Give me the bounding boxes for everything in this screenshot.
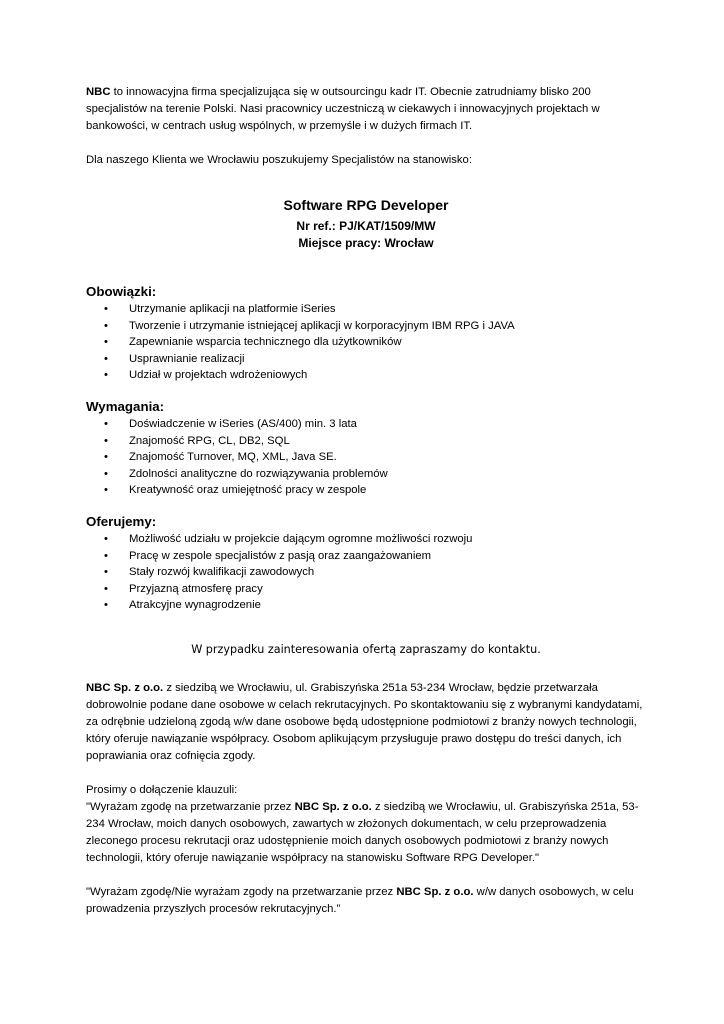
job-reference: Nr ref.: PJ/KAT/1509/MW: [296, 219, 436, 233]
section-duties: [86, 283, 646, 384]
bullet-icon: •: [104, 319, 108, 332]
search-line: Dla naszego Klienta we Wrocławiu poszukujemy Specjalistów na stanowisko:: [86, 154, 472, 166]
job-offer-document: [86, 84, 646, 918]
intro-paragraph: [86, 84, 646, 135]
list-item: • Stały rozwój kwalifikacji zawodowych: [86, 564, 646, 581]
bullet-icon: •: [104, 566, 108, 579]
bullet-icon: •: [104, 582, 108, 595]
bullet-icon: •: [104, 532, 108, 545]
list-item: • Usprawnianie realizacji: [86, 351, 646, 368]
list-item: • Kreatywność oraz umiejętność pracy w zespole: [86, 482, 646, 499]
intro-text: to innowacyjna firma specjalizująca się w outsourcingu kadr IT. Obecnie zatrudniamy blisko 200 specjalistów na terenie Polski. Nasi pracownicy uczestniczą w ciekawych i innowacyjnych projektach w bankowości, w centrach usług wspólnych, w przemyśle i w dużych firmach IT.: [86, 86, 600, 132]
list-item: • Tworzenie i utrzymanie istniejącej aplikacji w korporacyjnym IBM RPG i JAVA: [86, 318, 646, 335]
bullet-icon: •: [104, 303, 108, 315]
clause-intro: Prosimy o dołączenie klauzuli:: [86, 783, 238, 796]
list-item: • Znajomość RPG, CL, DB2, SQL: [86, 433, 646, 450]
consent-clause-1: "Wyrażam zgodę na przetwarzanie przez NBC Sp. z o.o. z siedzibą we Wrocławiu, ul. Grabiszyńska 251a, 53-234 Wrocław, moich danych osobowych, zawartych w złożonych dokumentach, w celu przeprowadzenia zleconego procesu rekrutacji oraz udostępnienie moich danych osobowych podmiotowi z branży nowych technologii, który oferuje nawiązanie współpracy na stanowisku Software RPG Developer.": [86, 800, 639, 864]
privacy-paragraph: [86, 680, 646, 765]
bullet-icon: •: [104, 599, 108, 612]
bullet-icon: •: [104, 467, 108, 480]
requirements-list: [86, 416, 646, 499]
bullet-icon: •: [104, 434, 108, 447]
list-item: • Utrzymanie aplikacji na platformie iSeries: [86, 301, 646, 318]
section-heading: Obowiązki:: [86, 284, 157, 299]
consent-clause-2: "Wyrażam zgodę/Nie wyrażam zgody na przetwarzanie przez NBC Sp. z o.o. w/w danych osobowych, w celu prowadzenia przyszłych procesów rekrutacyjnych.”: [86, 885, 634, 915]
section-offer: [86, 513, 646, 614]
bullet-icon: •: [104, 549, 108, 562]
section-heading: Oferujemy:: [86, 513, 157, 529]
list-item: • Pracę w zespole specjalistów z pasją oraz zaangażowaniem: [86, 548, 646, 565]
privacy-text: z siedzibą we Wrocławiu, ul. Grabiszyńska 251a 53-234 Wrocław, będzie przetwarzała dobrowolnie podane dane osobowe w celach rekrutacyjnych. Po skontaktowaniu się z wybranymi kandydatami, za odrębnie udzieloną zgodą w/w dane osobowe będą udostępnione podmiotowi z branży nowych technologii, który oferuje nawiązanie współpracy. Osobom aplikującym przysługuje prawo dostępu do treści danych, ich poprawiania oraz cofnięcia zgody.: [86, 681, 643, 762]
privacy-company-name: NBC Sp. z o.o.: [86, 681, 164, 694]
clause-company-name: NBC Sp. z o.o.: [294, 800, 372, 813]
bullet-icon: •: [104, 352, 108, 365]
list-item: • Zdolności analityczne do rozwiązywania problemów: [86, 466, 646, 483]
list-item: • Możliwość udziału w projekcie dającym ogromne możliwości rozwoju: [86, 531, 646, 548]
list-item: • Zapewnianie wsparcia technicznego dla użytkowników: [86, 334, 646, 351]
duties-list: [86, 301, 646, 384]
list-item: • Znajomość Turnover, MQ, XML, Java SE.: [86, 449, 646, 466]
list-item: • Atrakcyjne wynagrodzenie: [86, 597, 646, 614]
bullet-icon: •: [104, 451, 108, 464]
bullet-icon: •: [104, 484, 108, 497]
job-location: Miejsce pracy: Wrocław: [298, 236, 434, 250]
offer-list: [86, 531, 646, 614]
bullet-icon: •: [104, 369, 108, 382]
list-item: • Doświadczenie w iSeries (AS/400) min. 3 lata: [86, 416, 646, 433]
job-title: Software RPG Developer: [283, 197, 449, 213]
section-requirements: [86, 398, 646, 499]
intro-company-name: NBC: [86, 86, 111, 98]
list-item: • Przyjazną atmosferę pracy: [86, 581, 646, 598]
bullet-icon: •: [104, 336, 108, 349]
clause-company-name: NBC Sp. z o.o.: [396, 885, 474, 898]
contact-invitation: W przypadku zainteresowania ofertą zapraszamy do kontaktu.: [191, 642, 541, 656]
section-heading: Wymagania:: [86, 398, 165, 414]
list-item: • Udział w projektach wdrożeniowych: [86, 367, 646, 384]
bullet-icon: •: [104, 417, 108, 430]
